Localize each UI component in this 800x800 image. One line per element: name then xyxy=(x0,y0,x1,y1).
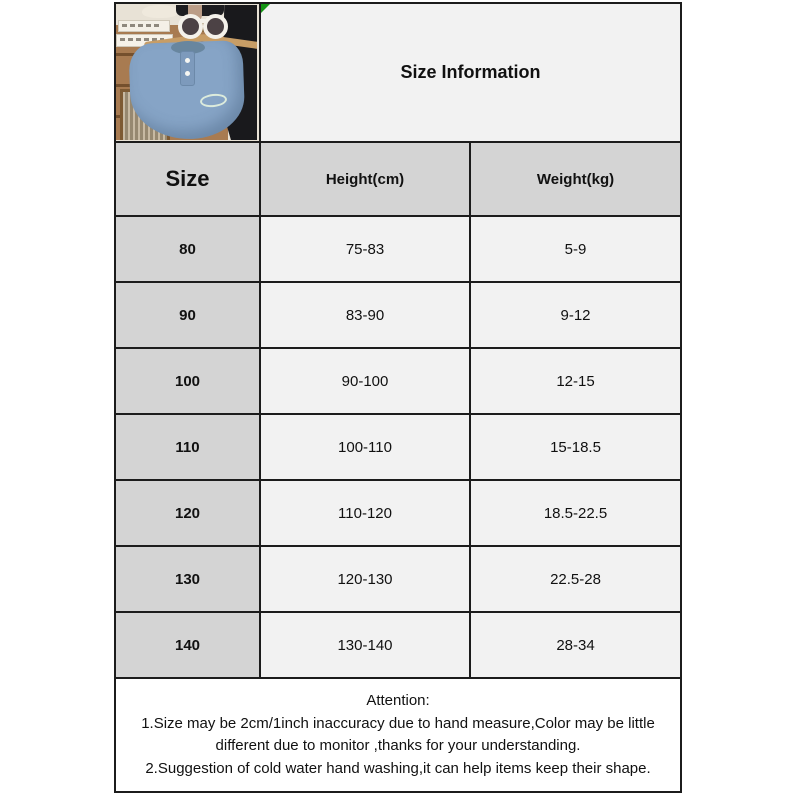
label-sign xyxy=(118,20,170,32)
size-value: 100 xyxy=(115,348,260,414)
weight-value: 15-18.5 xyxy=(470,414,681,480)
weight-value: 18.5-22.5 xyxy=(470,480,681,546)
height-value: 90-100 xyxy=(260,348,470,414)
attention-item: 1.Size may be 2cm/1inch inaccuracy due to hand measure,Color may be little different due to monitor ,thanks for your understanding. xyxy=(141,714,655,754)
weight-value: 12-15 xyxy=(470,348,681,414)
size-value: 140 xyxy=(115,612,260,678)
shirt-button-icon xyxy=(185,58,190,63)
size-value: 90 xyxy=(115,282,260,348)
weight-value: 9-12 xyxy=(470,282,681,348)
attention-heading: Attention: xyxy=(366,692,430,709)
column-header-weight: Weight(kg) xyxy=(470,142,681,216)
height-value: 83-90 xyxy=(260,282,470,348)
height-value: 75-83 xyxy=(260,216,470,282)
table-row xyxy=(115,612,681,678)
table-row xyxy=(115,216,681,282)
column-header-size: Size xyxy=(115,142,260,216)
column-header-height: Height(cm) xyxy=(260,142,470,216)
sunglasses-bridge-icon xyxy=(198,19,205,23)
size-value: 120 xyxy=(115,480,260,546)
weight-value: 28-34 xyxy=(470,612,681,678)
height-value: 130-140 xyxy=(260,612,470,678)
table-row xyxy=(115,414,681,480)
size-value: 80 xyxy=(115,216,260,282)
sheet-title-cell xyxy=(260,3,681,142)
attention-row xyxy=(115,678,681,792)
shirt-placket xyxy=(180,51,195,86)
size-value: 110 xyxy=(115,414,260,480)
weight-value: 22.5-28 xyxy=(470,546,681,612)
product-photo-cell xyxy=(115,3,260,142)
table-header-row xyxy=(115,142,681,216)
attention-item: 2.Suggestion of cold water hand washing,it can help items keep their shape. xyxy=(145,759,651,777)
height-value: 120-130 xyxy=(260,546,470,612)
top-row xyxy=(115,3,681,142)
table-row xyxy=(115,480,681,546)
table-row xyxy=(115,348,681,414)
sunglasses-icon xyxy=(178,14,203,39)
page-title: Size Information xyxy=(400,62,541,82)
size-information-sheet xyxy=(114,2,682,793)
table-row xyxy=(115,282,681,348)
shirt-button-icon xyxy=(185,71,190,76)
product-photo xyxy=(116,5,257,140)
height-value: 100-110 xyxy=(260,414,470,480)
weight-value: 5-9 xyxy=(470,216,681,282)
table-row xyxy=(115,546,681,612)
height-value: 110-120 xyxy=(260,480,470,546)
sunglasses-icon xyxy=(203,14,228,39)
attention-note xyxy=(115,678,681,792)
size-value: 130 xyxy=(115,546,260,612)
cell-corner-marker-icon xyxy=(261,4,270,13)
white-hat-icon xyxy=(142,5,178,18)
